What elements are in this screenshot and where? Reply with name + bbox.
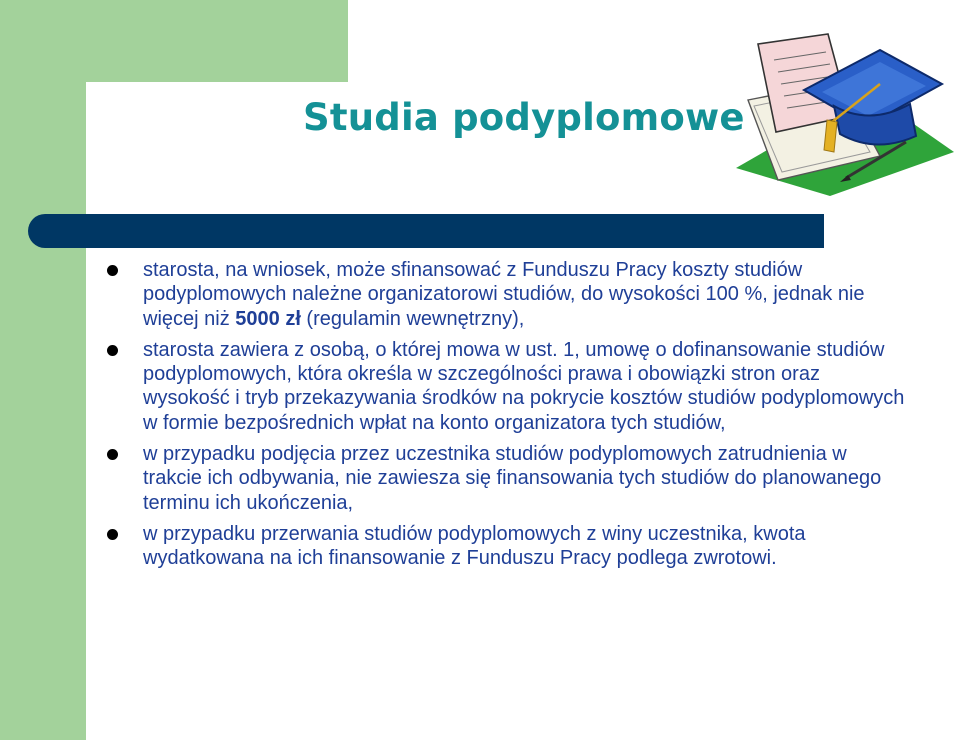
bullet-text: w przypadku przerwania studiów podyplomowych z winy uczestnika, kwota wydatkowana na ich finansowanie z Funduszu Pracy podlega zwrotowi. (143, 522, 806, 570)
list-item (106, 258, 906, 331)
green-side-band (0, 0, 86, 740)
bullet-list (106, 258, 906, 578)
list-item (106, 338, 906, 435)
bullet-text: (regulamin wewnętrzny), (300, 307, 525, 330)
bullet-text: w przypadku podjęcia przez uczestnika studiów podyplomowych zatrudnienia w trakcie ich odbywania, nie zawiesza się finansowania tych studiów do planowanego terminu ich ukończenia, (143, 443, 882, 514)
bullet-text: starosta zawiera z osobą, o której mowa w ust. 1, umowę o dofinansowanie studiów podyplomowych, która określa w szczególności prawa i obowiązki stron oraz wysokość i tryb przekazywania środków na pokrycie kosztów studiów podyplomowych w formie bezpośrednich wpłat na konto organizatora tych studiów, (143, 338, 905, 434)
list-item (106, 522, 906, 571)
amount-highlight: 5000 zł (235, 307, 301, 330)
list-item (106, 442, 906, 515)
title-underline-bar (28, 214, 824, 248)
bullet-text: starosta, na wniosek, może sfinansować z Funduszu Pracy koszty studiów podyplomowych należne organizatorowi studiów, do wysokości 100 %, jednak nie więcej niż (143, 259, 865, 330)
green-top-band (0, 0, 348, 82)
page-title: Studia podyplomowe (303, 96, 745, 139)
graduation-cap-diploma-icon (730, 30, 960, 200)
